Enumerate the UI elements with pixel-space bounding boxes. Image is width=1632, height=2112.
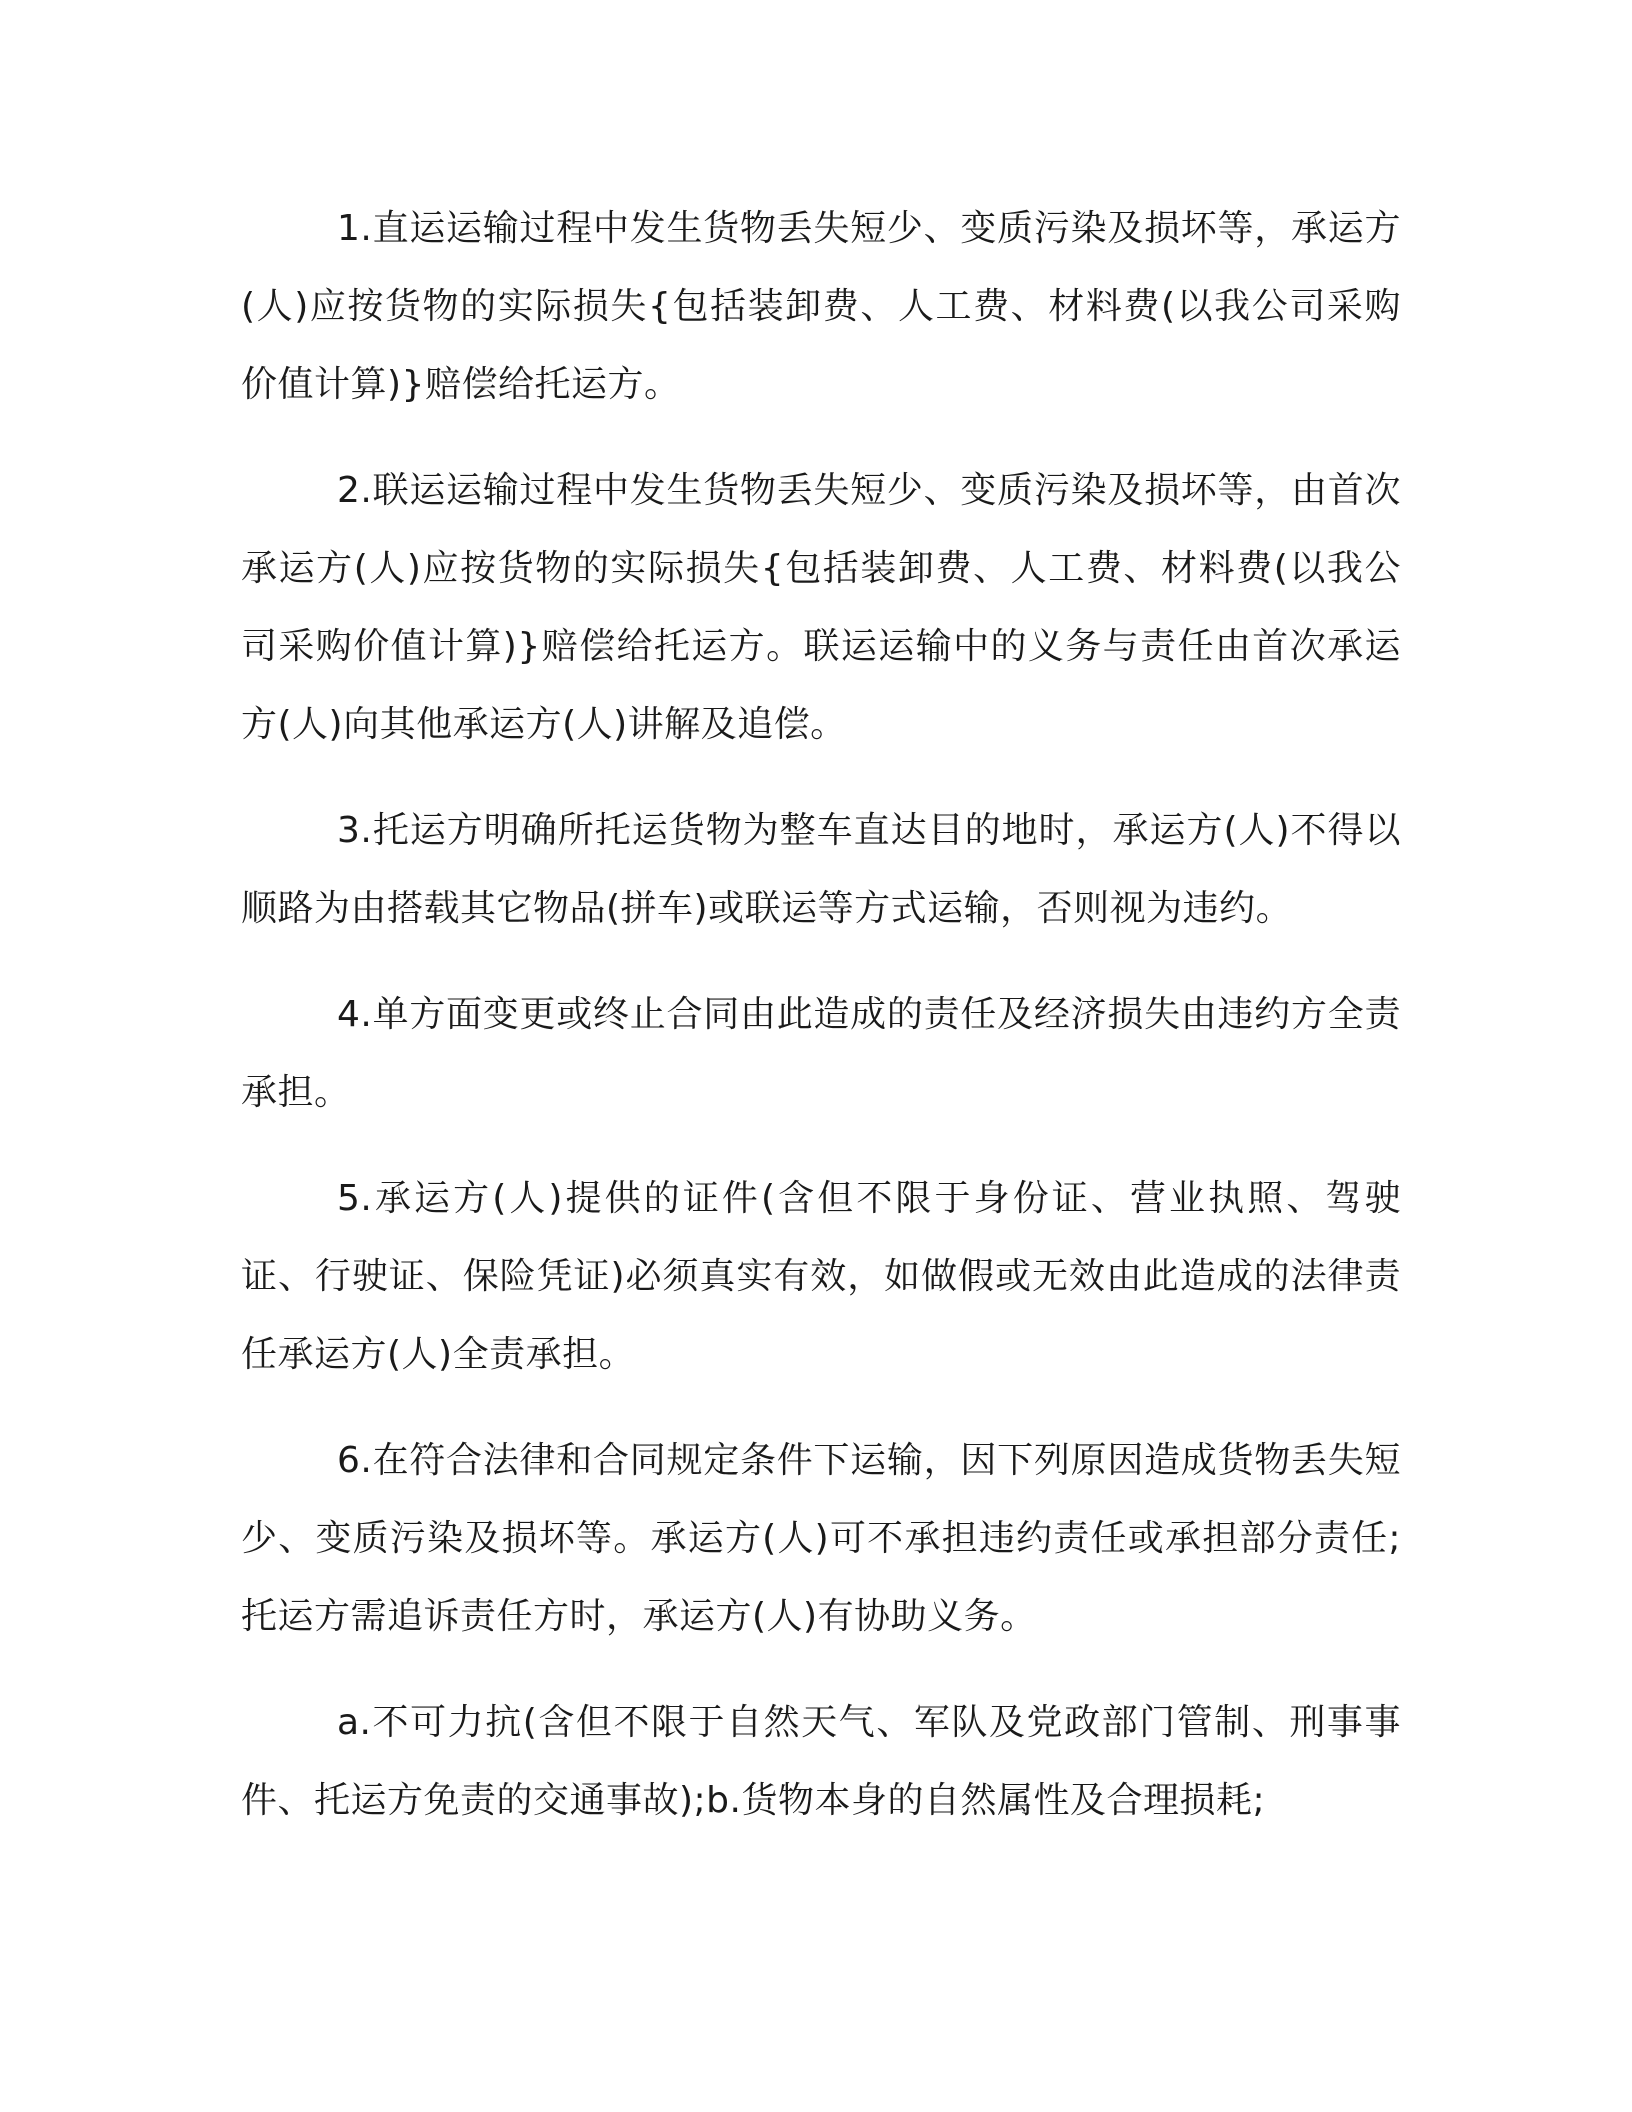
clause-4-paragraph: 4.单方面变更或终止合同由此造成的责任及经济损失由违约方全责承担。 [241, 994, 1401, 1113]
clause-6-subitems-paragraph: a.不可力抗(含但不限于自然天气、军队及党政部门管制、刑事事件、托运方免责的交通事故);b.货物本身的自然属性及合理损耗; [241, 1702, 1401, 1821]
clause-5-paragraph: 5.承运方(人)提供的证件(含但不限于身份证、营业执照、驾驶证、行驶证、保险凭证)必须真实有效，如做假或无效由此造成的法律责任承运方(人)全责承担。 [241, 1178, 1401, 1375]
clause-6-paragraph: 6.在符合法律和合同规定条件下运输，因下列原因造成货物丢失短少、变质污染及损坏等。承运方(人)可不承担违约责任或承担部分责任;托运方需追诉责任方时，承运方(人)有协助义务。 [241, 1440, 1401, 1637]
document-body [241, 190, 1401, 1868]
clause-2-paragraph: 2.联运运输过程中发生货物丢失短少、变质污染及损坏等，由首次承运方(人)应按货物的实际损失{包括装卸费、人工费、材料费(以我公司采购价值计算)}赔偿给托运方。联运运输中的义务与责任由首次承运方(人)向其他承运方(人)讲解及追偿。 [241, 470, 1401, 745]
clause-3-paragraph: 3.托运方明确所托运货物为整车直达目的地时，承运方(人)不得以顺路为由搭载其它物品(拼车)或联运等方式运输，否则视为违约。 [241, 810, 1401, 929]
clause-1-paragraph: 1.直运运输过程中发生货物丢失短少、变质污染及损坏等，承运方(人)应按货物的实际损失{包括装卸费、人工费、材料费(以我公司采购价值计算)}赔偿给托运方。 [241, 208, 1401, 405]
